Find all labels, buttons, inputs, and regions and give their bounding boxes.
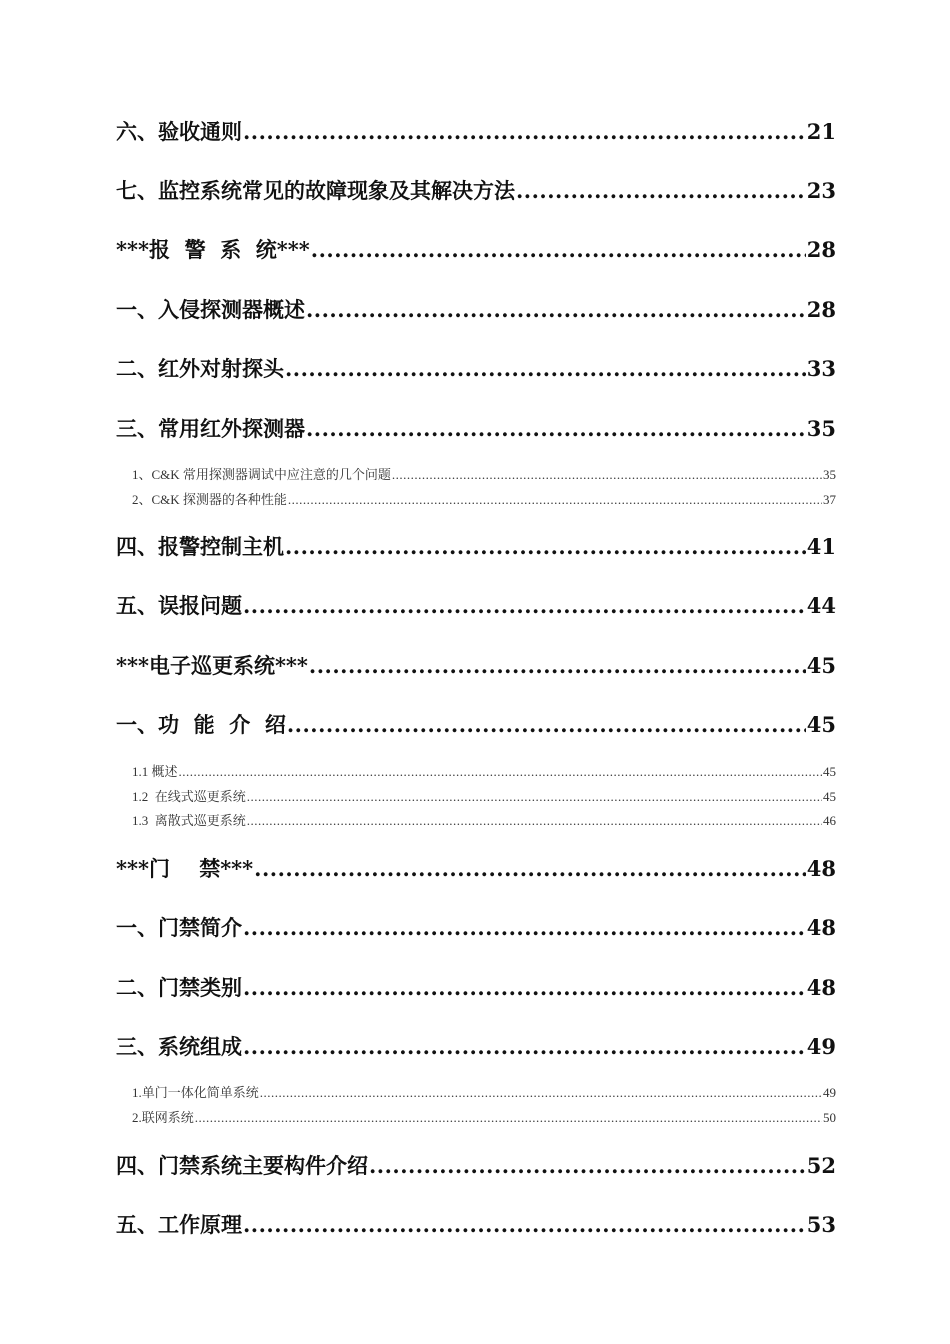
- toc-entry-page: 28: [806, 237, 836, 262]
- toc-entry[interactable]: [116, 972, 836, 1002]
- toc-entry-page: 28: [806, 297, 836, 322]
- dot-leader: [285, 534, 806, 559]
- toc-entry-label: 一、入侵探测器概述: [116, 297, 305, 322]
- toc-entry-page: 45: [823, 789, 836, 804]
- dot-leader: [243, 915, 806, 940]
- toc-entry-label: 七、监控系统常见的故障现象及其解决方法: [116, 178, 515, 203]
- toc-entry-label: ***门 禁***: [116, 856, 254, 881]
- toc-entry-page: 53: [806, 1212, 836, 1237]
- toc-entry-page: 45: [806, 653, 836, 678]
- toc-entry-page: 41: [806, 534, 836, 559]
- toc-entry-page: 46: [823, 813, 836, 828]
- toc-entry-page: 35: [806, 416, 836, 441]
- dot-leader: [243, 1034, 806, 1059]
- toc-entry-label: 2、C&K 探测器的各种性能: [132, 492, 287, 507]
- dot-leader: [285, 356, 806, 381]
- toc-entry-page: 52: [806, 1153, 836, 1178]
- toc-entry-page: 49: [823, 1085, 836, 1100]
- toc-entry-label: 三、系统组成: [116, 1034, 242, 1059]
- toc-entry[interactable]: [116, 175, 836, 205]
- toc-entry-label: ***报 警 系 统***: [116, 237, 310, 262]
- dot-leader: [260, 1085, 822, 1101]
- toc-subentry[interactable]: [132, 1082, 836, 1101]
- toc-entry-page: 48: [806, 975, 836, 1000]
- toc-entry-page: 49: [806, 1034, 836, 1059]
- toc-entry-label: 四、报警控制主机: [116, 534, 284, 559]
- toc-subentry[interactable]: [132, 786, 836, 805]
- toc-subentry[interactable]: [132, 464, 836, 483]
- toc-entry-label: 六、验收通则: [116, 119, 242, 144]
- toc-entry-page: 33: [806, 356, 836, 381]
- toc-entry-label: 三、常用红外探测器: [116, 416, 305, 441]
- dot-leader: [179, 764, 822, 780]
- toc-entry-label: 一、门禁简介: [116, 915, 242, 940]
- toc-entry-label: 五、工作原理: [116, 1212, 242, 1237]
- toc-entry[interactable]: [116, 1209, 836, 1239]
- toc-entry-page: 45: [806, 712, 836, 737]
- dot-leader: [306, 297, 806, 322]
- toc-entry-label: ***电子巡更系统***: [116, 653, 308, 678]
- toc-entry[interactable]: [116, 413, 836, 443]
- toc-entry[interactable]: [116, 853, 836, 883]
- dot-leader: [288, 492, 822, 508]
- toc-entry-label: 1.3 离散式巡更系统: [132, 813, 246, 828]
- toc-entry-page: 48: [806, 915, 836, 940]
- toc-entry[interactable]: [116, 353, 836, 383]
- dot-leader: [243, 593, 806, 618]
- dot-leader: [243, 975, 806, 1000]
- toc-entry[interactable]: [116, 590, 836, 620]
- dot-leader: [243, 119, 806, 144]
- dot-leader: [516, 178, 806, 203]
- toc-entry-page: 37: [823, 492, 836, 507]
- dot-leader: [306, 416, 806, 441]
- toc-entry[interactable]: [116, 709, 836, 739]
- dot-leader: [254, 856, 806, 881]
- dot-leader: [195, 1110, 822, 1126]
- toc-entry-label: 二、红外对射探头: [116, 356, 284, 381]
- toc-entry[interactable]: [116, 234, 836, 264]
- dot-leader: [247, 813, 822, 829]
- toc-entry-page: 23: [806, 178, 836, 203]
- dot-leader: [309, 653, 806, 678]
- toc-entry-page: 44: [806, 593, 836, 618]
- toc-entry[interactable]: [116, 912, 836, 942]
- toc-entry-label: 二、门禁类别: [116, 975, 242, 1000]
- toc-entry-label: 1.单门一体化简单系统: [132, 1085, 259, 1100]
- toc-entry[interactable]: [116, 1031, 836, 1061]
- dot-leader: [247, 789, 822, 805]
- toc-entry-page: 48: [806, 856, 836, 881]
- toc-entry-label: 五、误报问题: [116, 593, 242, 618]
- toc-entry-page: 50: [823, 1110, 836, 1125]
- toc-entry[interactable]: [116, 116, 836, 146]
- toc-entry-label: 1.1 概述: [132, 764, 178, 779]
- dot-leader: [392, 467, 822, 483]
- dot-leader: [369, 1153, 806, 1178]
- toc-entry-page: 35: [823, 467, 836, 482]
- dot-leader: [287, 712, 806, 737]
- toc-entry[interactable]: [116, 650, 836, 680]
- toc-entry[interactable]: [116, 1150, 836, 1180]
- toc-subentry[interactable]: [132, 489, 836, 508]
- toc-entry-label: 四、门禁系统主要构件介绍: [116, 1153, 368, 1178]
- toc-entry-page: 45: [823, 764, 836, 779]
- toc-entry-label: 1.2 在线式巡更系统: [132, 789, 246, 804]
- toc-entry-label: 2.联网系统: [132, 1110, 194, 1125]
- toc-subentry[interactable]: [132, 810, 836, 829]
- toc-subentry[interactable]: [132, 1107, 836, 1126]
- toc-entry-page: 21: [806, 119, 836, 144]
- toc-subentry[interactable]: [132, 761, 836, 780]
- toc-entry-label: 1、C&K 常用探测器调试中应注意的几个问题: [132, 467, 391, 482]
- toc-entry[interactable]: [116, 294, 836, 324]
- toc-entry[interactable]: [116, 531, 836, 561]
- toc-entry-label: 一、功 能 介 绍: [116, 712, 286, 737]
- dot-leader: [311, 237, 806, 262]
- dot-leader: [243, 1212, 806, 1237]
